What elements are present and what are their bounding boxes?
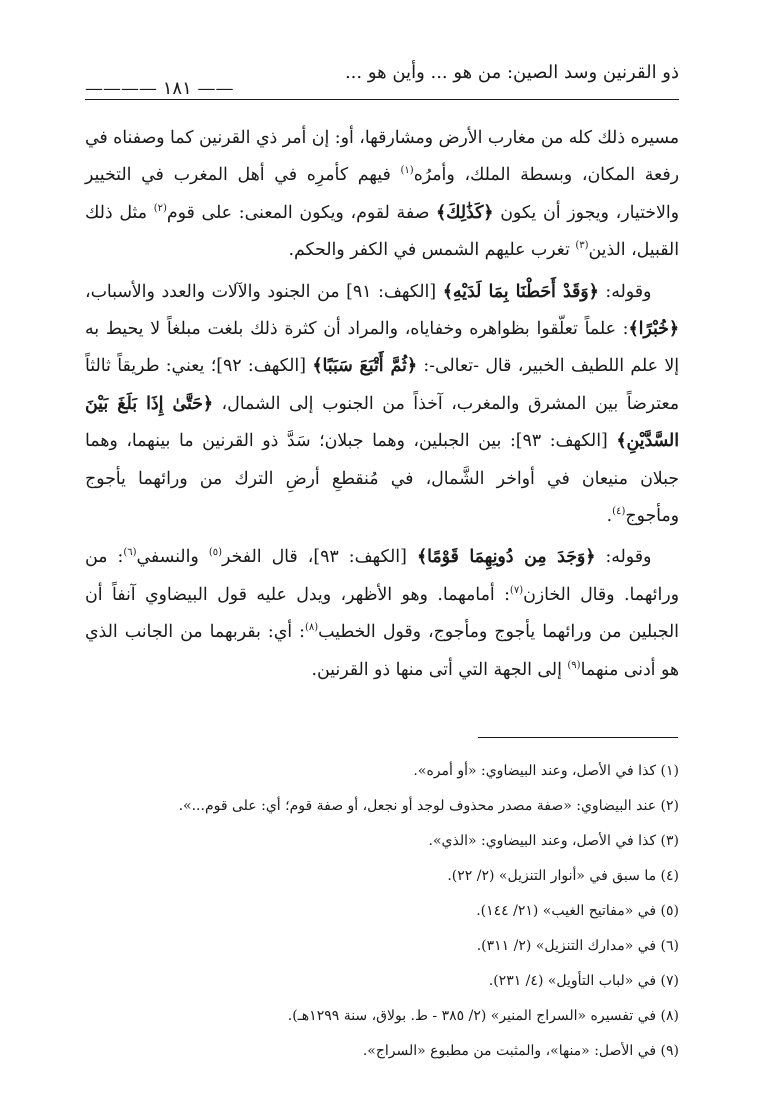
paragraph-3: وقوله: ﴿وَجَدَ مِن دُونِهِمَا قَوْمًا﴾ [الكهف: ٩٣]، قال الفخر$^{(٥)}$ والنسفي$^{(٦)}$: من ورائهما. وقال الخازن$^{(٧)}$: أمامهما. وهو الأظهر، ويدل عليه قول البيضاوي آنفاً أن الجبلين من ورائهما يأجوج ومأجوج، وقول الخطيب$^{(٨)}$: أي: بقربهما من الجانب الذي هو أدنى منهما$^{(٩)}$ إلى الجهة التي أتى منها ذو القرنين. bbox=[85, 547, 679, 680]
paragraph-2: وقوله: ﴿وَقَدْ أَحَطْنَا بِمَا لَدَيْهِ﴾ [الكهف: ٩١] من الجنود والآلات والعدد والأسباب، ﴿خُبْرًا﴾: علماً تعلّقوا بظواهره وخفاياه، والمراد أن كثرة ذلك بلغت مبلغاً لا يحيط به إلا علم اللطيف الخبير، قال -تعالى-: ﴿ثُمَّ أَتْبَعَ سَبَبًا﴾ [الكهف: ٩٢]؛ يعني: طريقاً ثالثاً معترضاً بين المشرق والمغرب، آخذاً من الجنوب إلى الشمال، ﴿حَتَّىٰ إِذَا بَلَغَ بَيْنَ السَّدَّيْنِ﴾ [الكهف: ٩٣]: بين الجبلين، وهما جبلان؛ سَدَّ ذو القرنين ما بينهما، وهما جبلان منيعان في أواخر الشَّمال، في مُنقطعِ أرضِ الترك من ورائهما يأجوج ومأجوج$^{(٤)}$. bbox=[85, 281, 680, 527]
page-header bbox=[85, 56, 679, 100]
main-text bbox=[85, 120, 679, 689]
paragraph-1: مسيره ذلك كله من مغارب الأرض ومشارقها، أو: إن أمر ذي القرنين كما وصفناه في رفعة المكان، وبسطة الملك، وأمرُه$^{(١)}$ فيهم كأمرِه في أهل المغرب في التخيير والاختيار، ويجوز أن يكون ﴿كَذَٰلِكَ﴾ صفة لقوم، ويكون المعنى: على قوم$^{(٢)}$ مثل ذلك القبيل، الذين$^{(٣)}$ تغرب عليهم الشمس في الكفر والحكم. bbox=[85, 128, 679, 261]
footnote-ref: (٤) bbox=[612, 506, 626, 518]
quran-quote: ﴿حَتَّىٰ إِذَا بَلَغَ بَيْنَ السَّدَّيْنِ﴾ bbox=[85, 393, 680, 452]
footnote-ref: (٨) bbox=[304, 622, 319, 634]
footnote: (٧) في «لباب التأويل» (٤/ ٢٣١). bbox=[488, 973, 679, 989]
quran-quote: ﴿كَذَٰلِكَ﴾ bbox=[436, 202, 494, 223]
footnote: (٣) كذا في الأصل، وعند البيضاوي: «الذي». bbox=[428, 833, 679, 849]
page-number: —— ١٨١ ———— bbox=[85, 78, 234, 99]
footnote-ref: (٧) bbox=[509, 585, 524, 597]
footnote-ref: (٣) bbox=[575, 240, 589, 252]
header-rule bbox=[85, 99, 679, 100]
page-number-value: ١٨١ bbox=[162, 78, 192, 99]
footnotes bbox=[85, 754, 679, 1069]
quran-quote: ﴿خُبْرًا﴾ bbox=[628, 319, 679, 340]
footnote: (١) كذا في الأصل، وعند البيضاوي: «أو أمره». bbox=[413, 763, 679, 779]
quran-quote: ﴿ثُمَّ أَتْبَعَ سَبَبًا﴾ bbox=[312, 356, 417, 377]
footnote-ref: (٢) bbox=[153, 203, 167, 215]
footnote: (٢) عند البيضاوي: «صفة مصدر محذوف لوجد أو نجعل، أو صفة قوم؛ أي: على قوم...». bbox=[178, 798, 679, 814]
running-title: ذو القرنين وسد الصين: من هو ... وأين هو ... bbox=[344, 62, 679, 83]
footnote: (٩) في الأصل: «منها»، والمثبت من مطبوع «السراج». bbox=[362, 1043, 679, 1059]
footnote-ref: (٩) bbox=[567, 659, 581, 671]
footnote: (٥) في «مفاتيح الغيب» (٢١/ ١٤٤). bbox=[476, 903, 679, 919]
quran-quote: ﴿وَقَدْ أَحَطْنَا بِمَا لَدَيْهِ﴾ bbox=[442, 281, 599, 302]
footnote-ref: (٦) bbox=[123, 547, 137, 559]
footnote: (٨) في تفسيره «السراج المنير» (٢/ ٣٨٥ - ط. بولاق، سنة ١٢٩٩هـ). bbox=[287, 1008, 679, 1024]
footnote-ref: (٥) bbox=[208, 547, 223, 559]
footnote-ref: (١) bbox=[400, 165, 414, 177]
quran-quote: ﴿وَجَدَ مِن دُونِهِمَا قَوْمًا﴾ bbox=[416, 547, 596, 568]
footnote-separator bbox=[478, 737, 678, 738]
footnote: (٤) ما سبق في «أنوار التنزيل» (٢/ ٢٢). bbox=[447, 868, 679, 884]
footnote: (٦) في «مدارك التنزيل» (٢/ ٣١١). bbox=[476, 938, 679, 954]
